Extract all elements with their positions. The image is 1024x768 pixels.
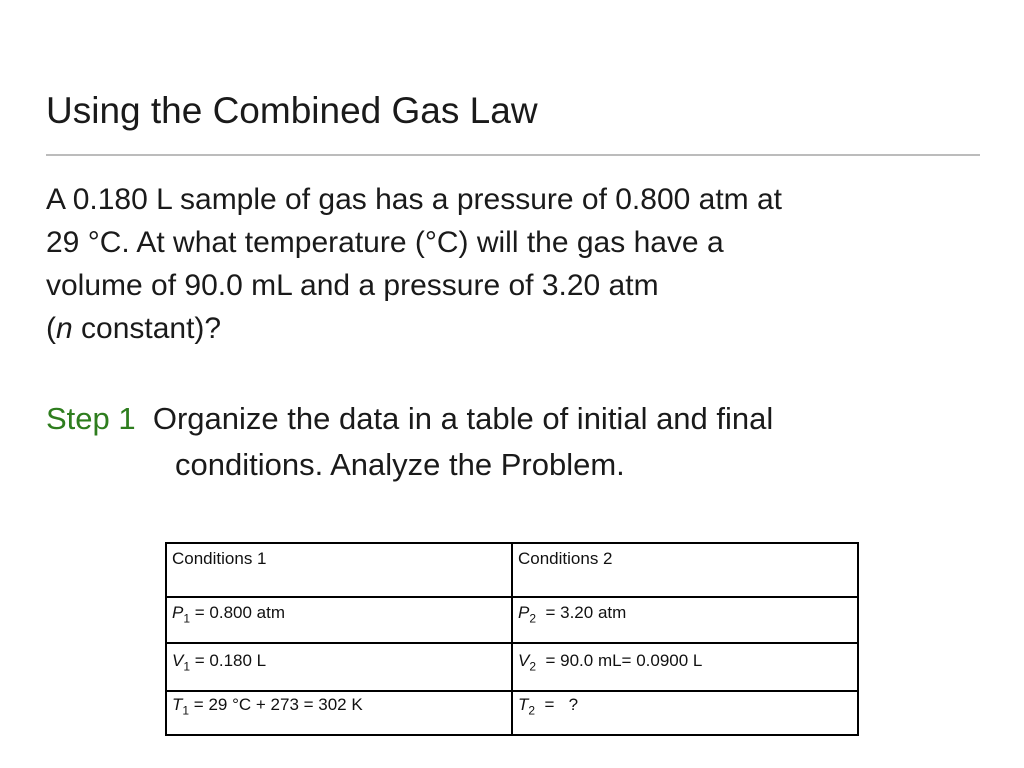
problem-line: 29 °C. At what temperature (°C) will the gas have a (46, 226, 724, 259)
paren-open: ( (46, 312, 56, 345)
title-divider (46, 154, 980, 156)
cell-t1: $T_1 = 29$ °C + 273 = 302 K (166, 691, 512, 735)
cell-p2: $P_2 = 3.20$ atm (512, 597, 858, 643)
cell-t2: $T_2$ = ? (512, 691, 858, 735)
table-row (166, 597, 858, 643)
header-conditions-2: Conditions 2 (512, 543, 858, 597)
problem-line: volume of 90.0 mL and a pressure of 3.20 atm (46, 269, 659, 302)
table-header-row (166, 543, 858, 597)
table-row (166, 691, 858, 735)
conditions-table (165, 542, 859, 736)
problem-line: A 0.180 L sample of gas has a pressure of 0.800 atm at (46, 183, 783, 216)
cell-v1: $V_1 = 0.180$ L (166, 643, 512, 691)
cell-v2: $V_2 = 90.0$ mL= 0.0900 L (512, 643, 858, 691)
problem-last-rest: constant)? (72, 312, 222, 345)
header-conditions-1: Conditions 1 (166, 543, 512, 597)
variable-n: n (56, 312, 73, 345)
step-label: Step 1 (46, 401, 136, 436)
problem-statement (46, 178, 996, 350)
cell-p1: $P_1 = 0.800$ atm (166, 597, 512, 643)
table-row (166, 643, 858, 691)
step-text-line1: Organize the data in a table of initial and final (152, 401, 774, 436)
problem-line-last (46, 307, 996, 350)
slide-title: Using the Combined Gas Law (46, 90, 538, 131)
step-instruction (46, 396, 1006, 488)
step-text-line2: conditions. Analyze the Problem. (175, 447, 625, 482)
